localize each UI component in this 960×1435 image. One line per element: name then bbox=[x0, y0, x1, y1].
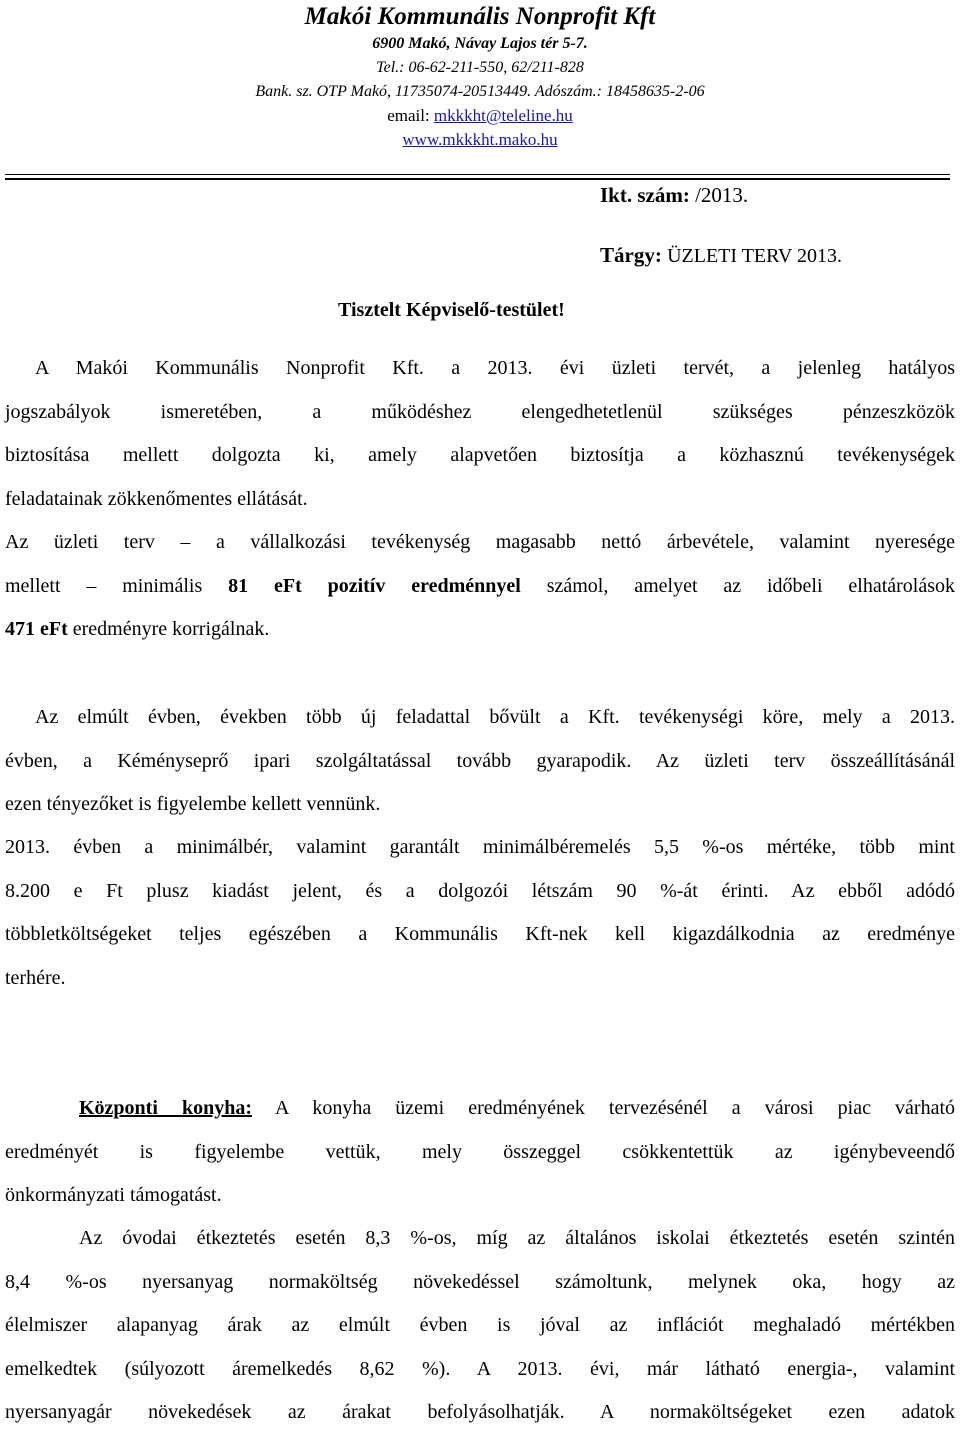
company-phone: Tel.: 06-62-211-550, 62/211-828 bbox=[376, 59, 584, 76]
paragraph-line: Az elmúlt évben, években több új feladattal bővült a Kft. tevékenységi köre, mely a 2013. bbox=[35, 706, 955, 728]
paragraph-line: 8,4 %-os nyersanyag normaköltség növekedéssel számoltunk, melynek oka, hogy az bbox=[5, 1270, 955, 1293]
paragraph-line: Az üzleti terv – a vállalkozási tevékenység magasabb nettó árbevétele, valamint nyeresége bbox=[5, 531, 955, 553]
web-link[interactable]: www.mkkkht.mako.hu bbox=[402, 130, 558, 149]
paragraph-line: 2013. évben a minimálbér, valamint garantált minimálbéremelés 5,5 %-os mértéke, több mint bbox=[5, 836, 955, 858]
paragraph-line: évben, a Kéményseprő ipari szolgáltatással tovább gyarapodik. Az üzleti terv összeállításánál bbox=[5, 749, 955, 772]
paragraph-line: A Makói Kommunális Nonprofit Kft. a 2013. évi üzleti tervét, a jelenleg hatályos bbox=[35, 357, 955, 379]
paragraph-kitchen bbox=[5, 1087, 955, 1218]
header-rule-thick bbox=[5, 178, 950, 180]
company-address: 6900 Makó, Návay Lajos tér 5-7. bbox=[372, 35, 588, 52]
salutation: Tisztelt Képviselő-testület! bbox=[338, 299, 565, 321]
paragraph-line: önkormányzati támogatást. bbox=[5, 1184, 222, 1206]
ikt-label: Ikt. szám: bbox=[600, 183, 690, 207]
email-label: email: bbox=[387, 106, 430, 125]
letterhead bbox=[0, 2, 960, 152]
paragraph-line: 8.200 e Ft plusz kiadást jelent, és a dolgozói létszám 90 %-át érinti. Az ebből adódó bbox=[5, 879, 955, 902]
paragraph-line: terhére. bbox=[5, 966, 66, 989]
subject bbox=[600, 243, 842, 268]
section-heading: Központi konyha: bbox=[79, 1097, 252, 1119]
paragraph-line: biztosítása mellett dolgozta ki, amely alapvetően biztosítja a közhasznú tevékenységek bbox=[5, 444, 955, 466]
text-run: eredményre korrigálnak. bbox=[67, 618, 270, 640]
paragraph-line bbox=[5, 608, 955, 652]
paragraph-line bbox=[5, 1087, 955, 1131]
ikt-value: /2013. bbox=[695, 183, 749, 207]
paragraph-line: Az óvodai étkeztetés esetén 8,3 %-os, míg az általános iskolai étkeztetés esetén szintén bbox=[79, 1227, 955, 1249]
paragraph-line bbox=[5, 565, 955, 609]
paragraph-line: emelkedtek (súlyozott áremelkedés 8,62 %). A 2013. évi, már látható energia-, valamint bbox=[5, 1357, 955, 1380]
targy-value: ÜZLETI TERV 2013. bbox=[667, 245, 842, 267]
paragraph-line: ezen tényezőket is figyelembe kellett vennünk. bbox=[5, 793, 381, 815]
paragraph-line: élelmiszer alapanyag árak az elmúlt évben is jóval az inflációt meghaladó mértékben bbox=[5, 1314, 955, 1336]
reference-number bbox=[600, 183, 748, 208]
email-link[interactable]: mkkkht@teleline.hu bbox=[433, 106, 573, 125]
targy-label: Tárgy: bbox=[600, 243, 662, 267]
paragraph-line: eredményét is figyelembe vettük, mely összeggel csökkentettük az igénybeveendő bbox=[5, 1140, 955, 1163]
paragraph-line: jogszabályok ismeretében, a működéshez elengedhetetlenül szükséges pénzeszközök bbox=[5, 400, 955, 423]
paragraph-line: többletköltségeket teljes egészében a Kommunális Kft-nek kell kigazdálkodnia az eredménye bbox=[5, 923, 955, 945]
paragraph-line: feladatainak zökkenőmentes ellátását. bbox=[5, 487, 308, 510]
bold-run: 471 eFt bbox=[5, 618, 68, 640]
company-bank: Bank. sz. OTP Makó, 11735074-20513449. Adószám.: 18458635-2-06 bbox=[255, 83, 705, 100]
paragraph-minimum-wage bbox=[5, 826, 955, 1000]
bold-run: 81 eFt pozitív eredménnyel bbox=[228, 574, 521, 597]
text-run: számol, amelyet az időbeli elhatárolások bbox=[520, 574, 956, 597]
company-email-line bbox=[0, 104, 960, 128]
paragraph-line: nyersanyagár növekedések az árakat befolyásolhatják. A normaköltségeket ezen adatok bbox=[5, 1401, 955, 1423]
paragraph-profit bbox=[5, 521, 955, 652]
paragraph-new-tasks bbox=[5, 696, 955, 827]
text-run: A konyha üzemi eredményének tervezésénél a városi piac várható bbox=[252, 1097, 955, 1119]
paragraph-intro bbox=[5, 347, 955, 521]
company-web-line bbox=[0, 128, 960, 152]
text-run: mellett – minimális bbox=[5, 574, 229, 597]
header-rule-thin bbox=[5, 174, 950, 175]
company-name: Makói Kommunális Nonprofit Kft bbox=[304, 3, 656, 30]
paragraph-catering bbox=[5, 1217, 955, 1435]
